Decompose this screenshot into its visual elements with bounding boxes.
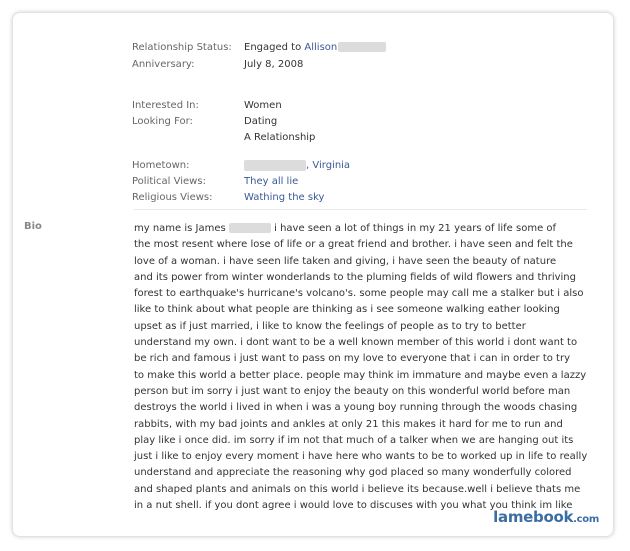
relationship-status-text: Engaged to <box>244 42 302 53</box>
bio-line: rabbits, with my bad joints and ankles at only 21 this makes it hard for me to run and <box>134 418 563 430</box>
bio-line: like to think about what people are thinking as i see someone walking eather looking <box>134 304 560 316</box>
interested-in-value: Women <box>244 100 282 111</box>
bio-line: and shaped plants and animals on this world i believe its because.well i believe thats me <box>134 483 581 495</box>
bio-text <box>134 221 594 514</box>
looking-for-label: Looking For: <box>132 116 193 127</box>
bio-line: and its power from winter wonderlands to the pluming fields of wild flowers and thriving <box>134 271 576 283</box>
relationship-status-label: Relationship Status: <box>132 42 232 53</box>
looking-for-value-2: A Relationship <box>244 132 316 143</box>
relationship-status-value <box>244 41 386 55</box>
bio-line: love of a woman. i have seen life taken and giving, i have seen the beauty of nature <box>134 255 557 267</box>
bio-line: just i like to enjoy every moment i have here who wants to be to worked up in life to really <box>134 451 588 463</box>
bio-line: play like i once did. im sorry if im not that much of a talker when we are hanging out its <box>134 434 574 446</box>
watermark-brand: lamebook <box>493 508 574 526</box>
political-views-link[interactable]: They all lie <box>244 176 299 187</box>
bio-line: person but im sorry i just want to enjoy the beauty on this wonderful world before man <box>134 385 571 397</box>
section-divider <box>134 209 587 210</box>
bio-line: in a nut shell. if you dont agree i would love to discuses with you what you think im like <box>134 500 573 512</box>
hometown-label: Hometown: <box>132 160 190 171</box>
bio-name-prefix: my name is James <box>134 223 226 234</box>
religious-views-link[interactable]: Wathing the sky <box>244 192 325 203</box>
partner-link[interactable]: Allison <box>304 42 338 53</box>
bio-line-first <box>134 221 594 237</box>
bio-line: be rich and famous i just want to pass on my love to everyone that i can in order to try <box>134 353 570 365</box>
bio-label: Bio <box>24 221 42 232</box>
hometown-value <box>244 159 350 173</box>
bio-line: the most resent where lose of life or a great friend and brother. i have seen and felt the <box>134 239 573 251</box>
profile-info-card <box>12 12 614 537</box>
bio-line: to make this world a better place. people may think im immature and maybe even a lazzy <box>134 369 587 381</box>
lamebook-watermark <box>493 508 599 526</box>
anniversary-value: July 8, 2008 <box>244 59 304 70</box>
religious-views-label: Religious Views: <box>132 192 213 203</box>
bio-line: understand and appreciate the reasoning why god placed so many wonderfully colored <box>134 467 572 479</box>
interested-in-label: Interested In: <box>132 100 199 111</box>
hometown-link[interactable]: , Virginia <box>306 160 351 171</box>
bio-line: forest to earthquake's hurricane's volcano's. some people may call me a stalker but i also <box>134 288 584 300</box>
bio-line: upset as if just married, i like to know the feelings of people as to try to better <box>134 320 526 332</box>
redacted-town <box>244 160 306 171</box>
redacted-surname-bio <box>229 223 271 233</box>
looking-for-value-1: Dating <box>244 116 278 127</box>
redacted-surname <box>338 42 386 52</box>
watermark-tld: .com <box>573 514 599 525</box>
bio-line: understand my own. i dont want to be a well known member of this world i dont want to <box>134 337 578 349</box>
political-views-label: Political Views: <box>132 176 206 187</box>
anniversary-label: Anniversary: <box>132 59 195 70</box>
bio-first-line-rest: i have seen a lot of things in my 21 years of life some of <box>274 223 557 234</box>
bio-line: destroys the world i lived in when i was a young boy running through the woods chasing <box>134 402 578 414</box>
